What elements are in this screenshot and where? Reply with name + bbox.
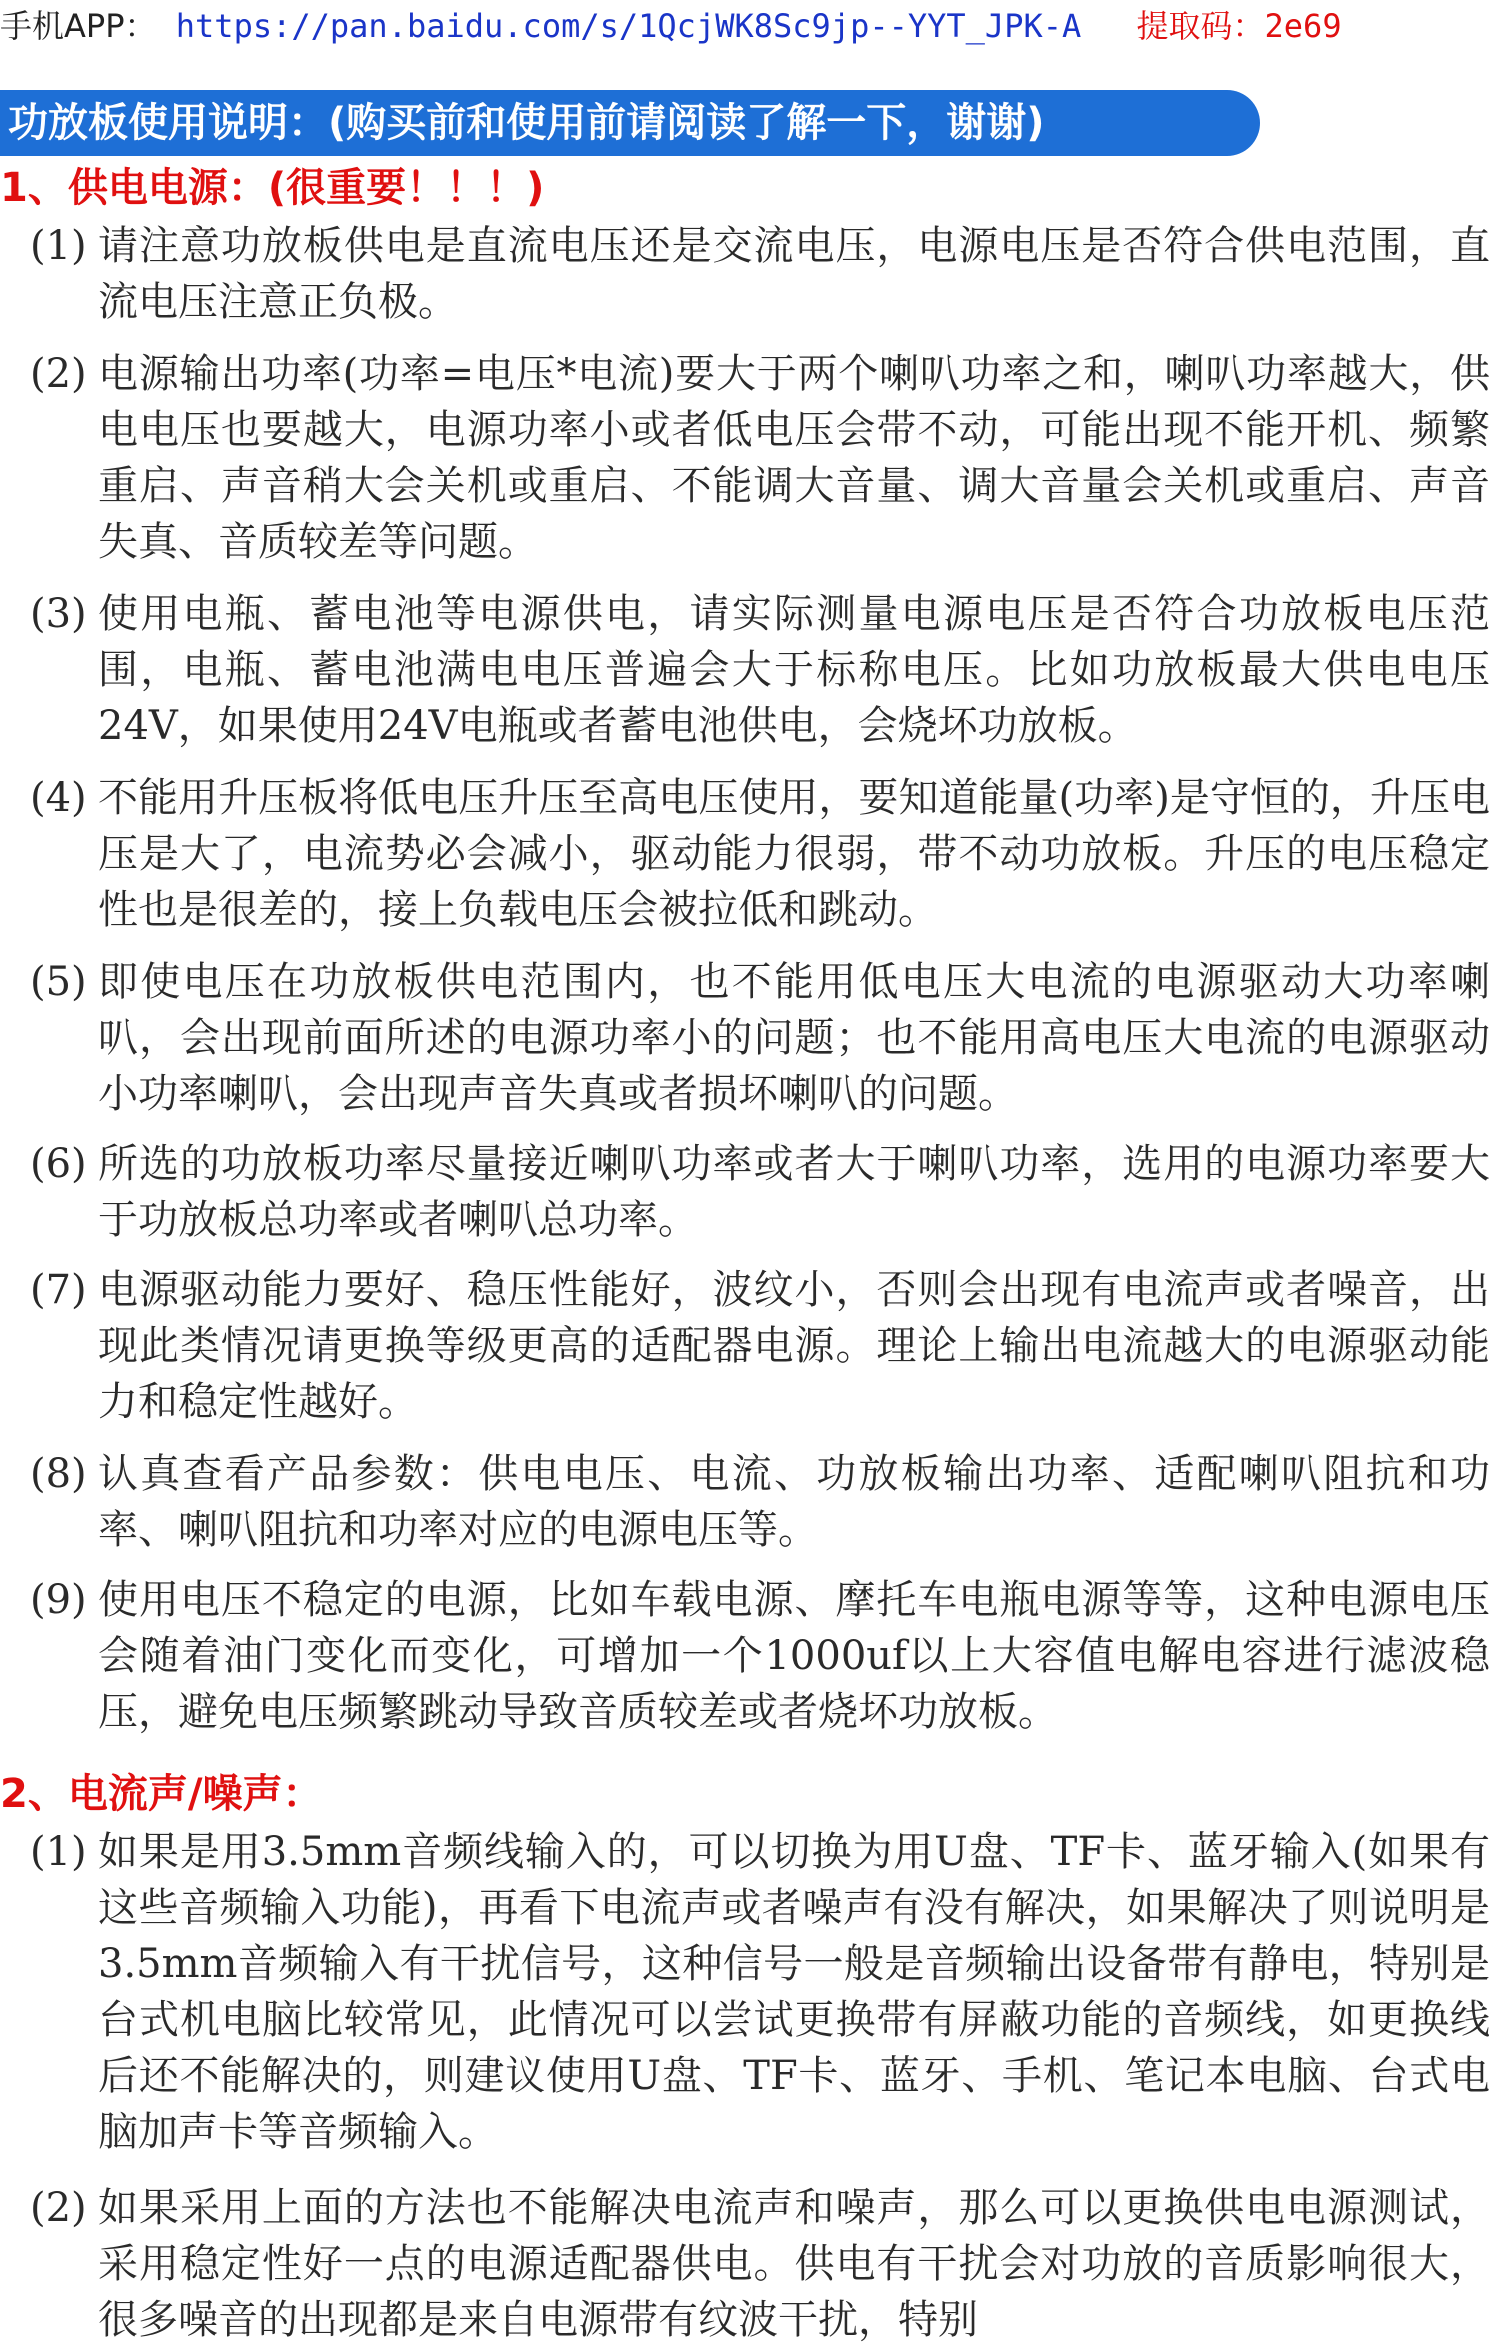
item-number: (1) <box>30 223 87 269</box>
item-number: (4) <box>30 775 87 821</box>
download-link[interactable]: https://pan.baidu.com/s/1QcjWK8Sc9jp--YYT_JPK-A <box>175 7 1082 45</box>
list-item <box>30 1572 1490 1740</box>
item-number: (1) <box>30 1829 87 1875</box>
instructions-banner: 功放板使用说明：(购买前和使用前请阅读了解一下，谢谢) <box>0 90 1260 156</box>
item-text: 请注意功放板供电是直流电压还是交流电压，电源电压是否符合供电范围，直流电压注意正负极。 <box>98 223 1490 325</box>
list-item <box>30 770 1490 938</box>
item-text: 认真查看产品参数：供电电压、电流、功放板输出功率、适配喇叭阻抗和功率、喇叭阻抗和功率对应的电源电压等。 <box>98 1451 1490 1553</box>
item-text: 即使电压在功放板供电范围内，也不能用低电压大电流的电源驱动大功率喇叭，会出现前面所述的电源功率小的问题；也不能用高电压大电流的电源驱动小功率喇叭，会出现声音失真或者损坏喇叭的问题。 <box>98 959 1490 1117</box>
extraction-code: 提取码：2e69 <box>1136 7 1342 45</box>
item-number: (3) <box>30 591 87 637</box>
list-item <box>30 1446 1490 1558</box>
list-item <box>30 218 1490 330</box>
item-text: 电源输出功率(功率=电压*电流)要大于两个喇叭功率之和，喇叭功率越大，供电电压也要越大，电源功率小或者低电压会带不动，可能出现不能开机、频繁重启、声音稍大会关机或重启、不能调大音量、调大音量会关机或重启、声音失真、音质较差等问题。 <box>98 351 1490 565</box>
item-text: 使用电瓶、蓄电池等电源供电，请实际测量电源电压是否符合功放板电压范围，电瓶、蓄电池满电电压普遍会大于标称电压。比如功放板最大供电电压24V，如果使用24V电瓶或者蓄电池供电，会烧坏功放板。 <box>98 591 1490 749</box>
share-link-line <box>0 0 1500 52</box>
list-item <box>30 2180 1490 2348</box>
item-text: 使用电压不稳定的电源，比如车载电源、摩托车电瓶电源等等，这种电源电压会随着油门变化而变化，可增加一个1000uf以上大容值电解电容进行滤波稳压，避免电压频繁跳动导致音质较差或者烧坏功放板。 <box>98 1577 1490 1735</box>
list-item <box>30 1824 1490 2160</box>
list-item <box>30 1262 1490 1430</box>
item-text: 不能用升压板将低电压升压至高电压使用，要知道能量(功率)是守恒的，升压电压是大了，电流势必会减小，驱动能力很弱，带不动功放板。升压的电压稳定性也是很差的，接上负载电压会被拉低和跳动。 <box>98 775 1490 933</box>
item-text: 所选的功放板功率尽量接近喇叭功率或者大于喇叭功率，选用的电源功率要大于功放板总功率或者喇叭总功率。 <box>98 1141 1490 1243</box>
app-label: 手机APP： <box>0 7 157 45</box>
item-number: (8) <box>30 1451 87 1497</box>
item-text: 如果是用3.5mm音频线输入的，可以切换为用U盘、TF卡、蓝牙输入(如果有这些音频输入功能)，再看下电流声或者噪声有没有解决，如果解决了则说明是3.5mm音频输入有干扰信号，这种信号一般是音频输出设备带有静电，特别是台式机电脑比较常见，此情况可以尝试更换带有屏蔽功能的音频线，如更换线后还不能解决的，则建议使用U盘、TF卡、蓝牙、手机、笔记本电脑、台式电脑加声卡等音频输入。 <box>98 1829 1490 2155</box>
item-number: (2) <box>30 351 87 397</box>
item-number: (6) <box>30 1141 87 1187</box>
list-item <box>30 346 1490 570</box>
list-item <box>30 1136 1490 1248</box>
section-heading-power: 1、供电电源：(很重要！！！) <box>0 165 545 211</box>
list-item <box>30 954 1490 1122</box>
section-heading-noise: 2、电流声/噪声： <box>0 1771 323 1817</box>
item-number: (5) <box>30 959 87 1005</box>
item-text: 如果采用上面的方法也不能解决电流声和噪声，那么可以更换供电电源测试，采用稳定性好一点的电源适配器供电。供电有干扰会对功放的音质影响很大，很多噪音的出现都是来自电源带有纹波干扰，特别 <box>98 2185 1490 2343</box>
item-number: (9) <box>30 1577 87 1623</box>
list-item <box>30 586 1490 754</box>
item-number: (2) <box>30 2185 87 2231</box>
item-text: 电源驱动能力要好、稳压性能好，波纹小，否则会出现有电流声或者噪音，出现此类情况请更换等级更高的适配器电源。理论上输出电流越大的电源驱动能力和稳定性越好。 <box>98 1267 1490 1425</box>
item-number: (7) <box>30 1267 87 1313</box>
